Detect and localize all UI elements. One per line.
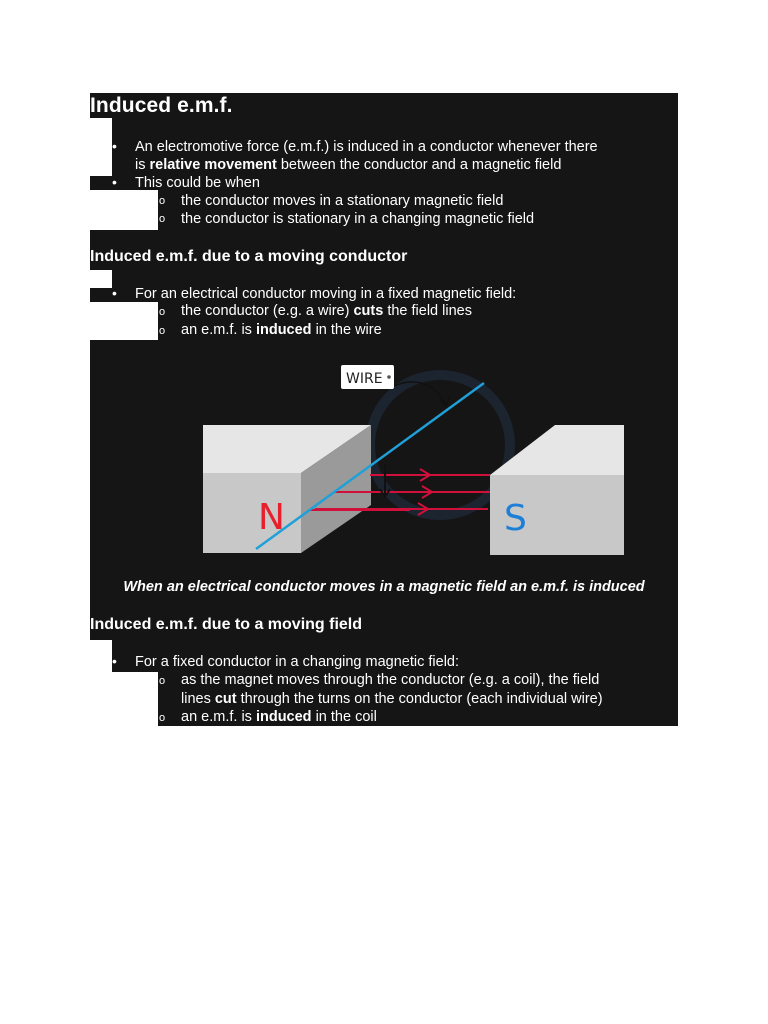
bullet-icon: • bbox=[112, 138, 117, 154]
wire-label: WIRE bbox=[346, 371, 383, 387]
page-gap bbox=[90, 270, 112, 288]
moving-conductor-diagram bbox=[190, 355, 640, 565]
north-label: N bbox=[258, 497, 285, 538]
intro-sub-bullet-2: the conductor is stationary in a changing magnetic field bbox=[181, 211, 535, 227]
section2-bullet-1: For a fixed conductor in a changing magnetic field: bbox=[135, 654, 460, 670]
intro-bullet-2: This could be when bbox=[135, 175, 260, 191]
sub-bullet-icon: o bbox=[159, 195, 166, 207]
north-magnet bbox=[203, 425, 371, 553]
section-heading-moving-conductor: Induced e.m.f. due to a moving conductor bbox=[90, 248, 408, 265]
intro-bullet-1-line-2: is relative movement between the conductor and a magnetic field bbox=[135, 157, 562, 173]
north-magnet-front bbox=[203, 473, 301, 553]
diagram-caption: When an electrical conductor moves in a magnetic field an e.m.f. is induced bbox=[123, 579, 645, 595]
section1-sub-bullet-1: the conductor (e.g. a wire) cuts the field lines bbox=[181, 303, 472, 319]
intro-sub-bullet-1: the conductor moves in a stationary magnetic field bbox=[181, 193, 504, 209]
bullet-icon: • bbox=[112, 174, 117, 190]
sub-bullet-icon: o bbox=[159, 712, 166, 724]
sub-bullet-icon: o bbox=[159, 306, 166, 318]
page-gap bbox=[90, 640, 112, 672]
sub-bullet-icon: o bbox=[159, 213, 166, 225]
intro-bullet-1-line-1: An electromotive force (e.m.f.) is induced in a conductor whenever there bbox=[135, 139, 598, 155]
section1-bullet-1: For an electrical conductor moving in a fixed magnetic field: bbox=[135, 286, 517, 302]
page-gap bbox=[90, 302, 158, 340]
section-heading-moving-field: Induced e.m.f. due to a moving field bbox=[90, 616, 363, 633]
south-label: S bbox=[504, 498, 527, 539]
page-gap bbox=[90, 230, 678, 246]
section1-sub-bullet-2: an e.m.f. is induced in the wire bbox=[181, 322, 382, 338]
section2-sub-bullet-1-line-2: lines cut through the turns on the conductor (each individual wire) bbox=[181, 691, 603, 707]
page-title: Induced e.m.f. bbox=[90, 94, 233, 117]
sub-bullet-icon: o bbox=[159, 325, 166, 337]
section2-sub-bullet-2: an e.m.f. is induced in the coil bbox=[181, 709, 377, 725]
bullet-icon: • bbox=[112, 285, 117, 301]
page-gap bbox=[90, 118, 112, 176]
bullet-icon: • bbox=[112, 653, 117, 669]
section2-sub-bullet-1-line-1: as the magnet moves through the conductor (e.g. a coil), the field bbox=[181, 672, 600, 688]
sub-bullet-icon: o bbox=[159, 675, 166, 687]
page-gap bbox=[90, 190, 158, 230]
page-gap bbox=[90, 672, 158, 726]
